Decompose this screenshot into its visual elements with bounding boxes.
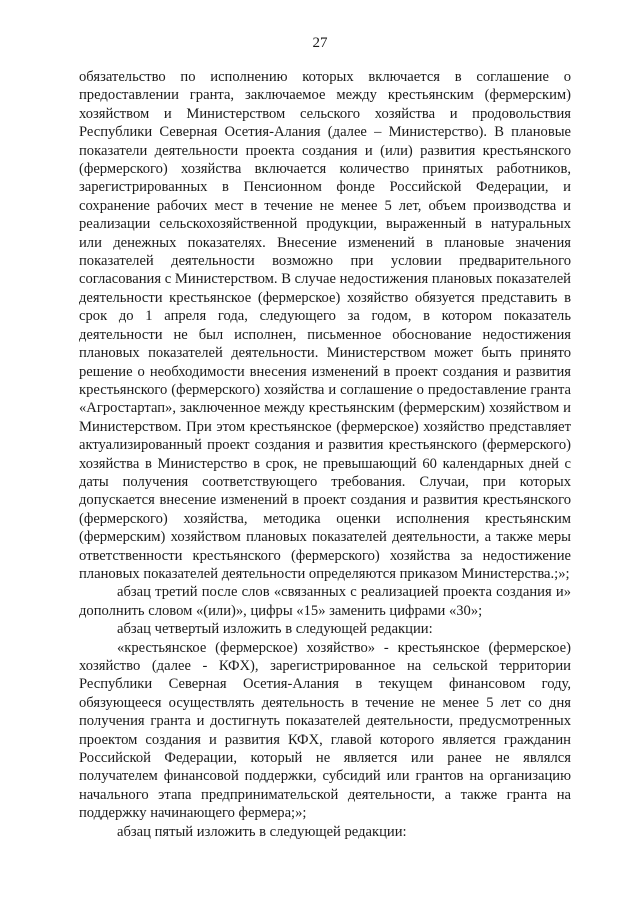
paragraph-amendment-fifth-intro: абзац пятый изложить в следующей редакции: (117, 823, 407, 840)
page-number: 27 (312, 35, 328, 51)
paragraph-continuation: обязательство по исполнению которых включается в соглашение о предоставлении гранта, заключаемое между крестьянским (фермерским) хозяйством и Министерством сельского хозяйства и продовольствия Республики Северная Осетия-Алания (далее – Министерство). В плановые показатели деятельности проекта создания и (или) развития крестьянского (фермерского) хозяйства включается количество принятых работников, зарегистрированных в Пенсионном фонде Российской Федерации, и сохранение рабочих мест в течение не менее 5 лет, объем производства и реализации сельскохозяйственной продукции, выраженный в натуральных или денежных показателях. Внесение изменений в плановые значения показателей деятельности возможно при условии предварительного согласования с Министерством. В случае недостижения плановых показателей деятельности крестьянское (фермерское) хозяйство обязуется представить в срок до 1 апреля года, следующего за годом, в котором показатель деятельности не был исполнен, письменное обоснование недостижения плановых показателей деятельности. Министерством может быть принято решение о необходимости внесения изменений в проект создания и развития крестьянского (фермерского) хозяйства и соглашение о предоставление гранта «Агростартап», заключенное между крестьянским (фермерским) хозяйством и Министерством. При этом крестьянское (фермерское) хозяйство представляет актуализированный проект создания и развития крестьянского (фермерского) хозяйства в Министерство в срок, не превышающий 60 календарных дней с даты получения соответствующего требования. Случаи, при которых допускается внесение изменений в проект создания и развития крестьянского (фермерского) хозяйства, методика оценки исполнения крестьянским (фермерским) хозяйством плановых показателей деятельности, а также меры ответственности крестьянского (фермерского) хозяйства за недостижение плановых показателей деятельности определяются приказом Министерства.;»; (79, 69, 571, 582)
paragraph-amendment-third: абзац третий после слов «связанных с реализацией проекта создания и» дополнить словом «(или)», цифры «15» заменить цифрами «30»; (79, 584, 571, 619)
document-body (79, 68, 571, 841)
paragraph-amendment-fourth-intro: абзац четвертый изложить в следующей редакции: (117, 621, 433, 638)
paragraph-kfh-definition: «крестьянское (фермерское) хозяйство» - крестьянское (фермерское) хозяйство (далее - КФХ), зарегистрированное на сельской территории Республики Северная Осетия-Алания в текущем финансовом году, обязующееся осуществлять деятельность в течение не менее 5 лет со дня получения гранта и достигнуть показателей деятельности, предусмотренных проектом создания и развития КФХ, главой которого является гражданин Российской Федерации, который не является или ранее не являлся получателем финансовой поддержки, субсидий или грантов на организацию начального этапа предпринимательской деятельности, а также гранта на поддержку начинающего фермера;»; (79, 639, 571, 822)
